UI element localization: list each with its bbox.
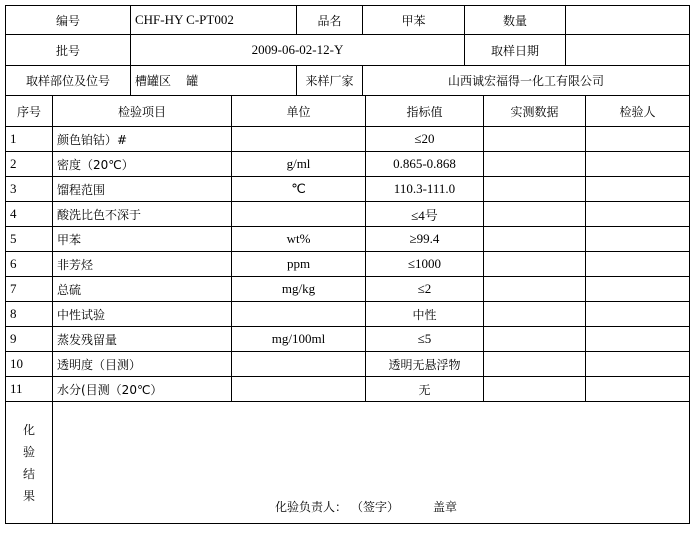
table-row: [6, 327, 690, 352]
result-label-char: 化: [22, 422, 35, 437]
sampling-date-label: 取样日期: [465, 35, 566, 66]
row-spec: 透明无悬浮物: [366, 352, 484, 377]
row-item: 蒸发残留量: [53, 327, 232, 352]
row-no: 1: [6, 127, 53, 152]
row-unit: mg/100ml: [232, 327, 366, 352]
row-inspector[interactable]: [586, 352, 690, 377]
row-spec: 0.865-0.868: [366, 152, 484, 177]
row-inspector[interactable]: [586, 277, 690, 302]
row-spec: ≤20: [366, 127, 484, 152]
table-row: [6, 252, 690, 277]
row-inspector[interactable]: [586, 327, 690, 352]
row-inspector[interactable]: [586, 202, 690, 227]
row-unit: mg/kg: [232, 277, 366, 302]
row-measured[interactable]: [484, 327, 586, 352]
product-name-value: 甲苯: [363, 6, 465, 35]
row-measured[interactable]: [484, 277, 586, 302]
row-no: 5: [6, 227, 53, 252]
seal-label: 盖章: [433, 500, 458, 514]
row-measured[interactable]: [484, 302, 586, 327]
signer-label: 化验负责人：: [275, 500, 348, 514]
row-inspector[interactable]: [586, 252, 690, 277]
header-table: [5, 5, 690, 96]
row-item: 非芳烃: [53, 252, 232, 277]
supplier-label: 来样厂家: [297, 66, 363, 96]
result-row: [6, 402, 690, 524]
row-item: 中性试验: [53, 302, 232, 327]
row-no: 4: [6, 202, 53, 227]
row-no: 2: [6, 152, 53, 177]
row-no: 6: [6, 252, 53, 277]
table-row: [6, 202, 690, 227]
row-unit: g/ml: [232, 152, 366, 177]
row-no: 7: [6, 277, 53, 302]
result-label-char: 结: [22, 466, 35, 481]
row-unit: [232, 377, 366, 402]
result-body[interactable]: [53, 402, 690, 524]
row-spec: ≤2: [366, 277, 484, 302]
row-spec: ≥99.4: [366, 227, 484, 252]
header-row-1: [6, 6, 690, 35]
row-item: 甲苯: [53, 227, 232, 252]
row-unit: [232, 352, 366, 377]
sampling-location-label: 取样部位及位号: [6, 66, 131, 96]
row-item: 密度（20℃）: [53, 152, 232, 177]
row-unit: ppm: [232, 252, 366, 277]
col-header-item: 检验项目: [53, 96, 232, 127]
table-row: [6, 352, 690, 377]
batch-value: 2009-06-02-12-Y: [131, 35, 465, 66]
row-measured[interactable]: [484, 377, 586, 402]
row-spec: ≤4号: [366, 202, 484, 227]
table-row: [6, 277, 690, 302]
quantity-label: 数量: [465, 6, 566, 35]
table-row: [6, 152, 690, 177]
row-unit: ℃: [232, 177, 366, 202]
result-label: [6, 402, 53, 524]
row-no: 9: [6, 327, 53, 352]
table-row: [6, 227, 690, 252]
row-no: 8: [6, 302, 53, 327]
col-header-no: 序号: [6, 96, 53, 127]
row-inspector[interactable]: [586, 227, 690, 252]
inspection-table: [5, 95, 690, 524]
row-measured[interactable]: [484, 202, 586, 227]
quantity-value: [566, 6, 690, 35]
col-header-inspector: 检验人: [586, 96, 690, 127]
row-item: 颜色铂钴）#: [53, 127, 232, 152]
row-no: 3: [6, 177, 53, 202]
code-label: 编号: [6, 6, 131, 35]
row-inspector[interactable]: [586, 152, 690, 177]
col-header-unit: 单位: [232, 96, 366, 127]
row-spec: ≤5: [366, 327, 484, 352]
row-spec: 中性: [366, 302, 484, 327]
row-no: 10: [6, 352, 53, 377]
col-header-measured: 实测数据: [484, 96, 586, 127]
row-measured[interactable]: [484, 352, 586, 377]
result-label-char: 验: [22, 444, 35, 459]
row-measured[interactable]: [484, 127, 586, 152]
row-inspector[interactable]: [586, 177, 690, 202]
sampling-location-value: 槽罐区 罐: [131, 66, 297, 96]
header-row-2: [6, 35, 690, 66]
result-label-char: 果: [22, 488, 35, 503]
row-inspector[interactable]: [586, 302, 690, 327]
table-row: [6, 377, 690, 402]
supplier-value: 山西诚宏福得一化工有限公司: [363, 66, 690, 96]
row-inspector[interactable]: [586, 127, 690, 152]
row-unit: wt%: [232, 227, 366, 252]
row-measured[interactable]: [484, 177, 586, 202]
table-row: [6, 302, 690, 327]
sampling-date-value: [566, 35, 690, 66]
row-unit: [232, 127, 366, 152]
row-unit: [232, 302, 366, 327]
col-header-spec: 指标值: [366, 96, 484, 127]
row-inspector[interactable]: [586, 377, 690, 402]
table-row: [6, 177, 690, 202]
row-measured[interactable]: [484, 152, 586, 177]
row-spec: ≤1000: [366, 252, 484, 277]
row-measured[interactable]: [484, 227, 586, 252]
row-no: 11: [6, 377, 53, 402]
signature-label: （签字）: [357, 500, 400, 514]
column-header-row: [6, 96, 690, 127]
row-item: 透明度（目测）: [53, 352, 232, 377]
row-item: 酸洗比色不深于: [53, 202, 232, 227]
batch-label: 批号: [6, 35, 131, 66]
row-item: 总硫: [53, 277, 232, 302]
product-name-label: 品名: [297, 6, 363, 35]
row-spec: 无: [366, 377, 484, 402]
code-value: CHF-HY C-PT002: [131, 6, 297, 35]
row-spec: 110.3-111.0: [366, 177, 484, 202]
table-row: [6, 127, 690, 152]
header-row-3: [6, 66, 690, 96]
row-unit: [232, 202, 366, 227]
row-item: 馏程范围: [53, 177, 232, 202]
row-item: 水分(目测（20℃）: [53, 377, 232, 402]
row-measured[interactable]: [484, 252, 586, 277]
